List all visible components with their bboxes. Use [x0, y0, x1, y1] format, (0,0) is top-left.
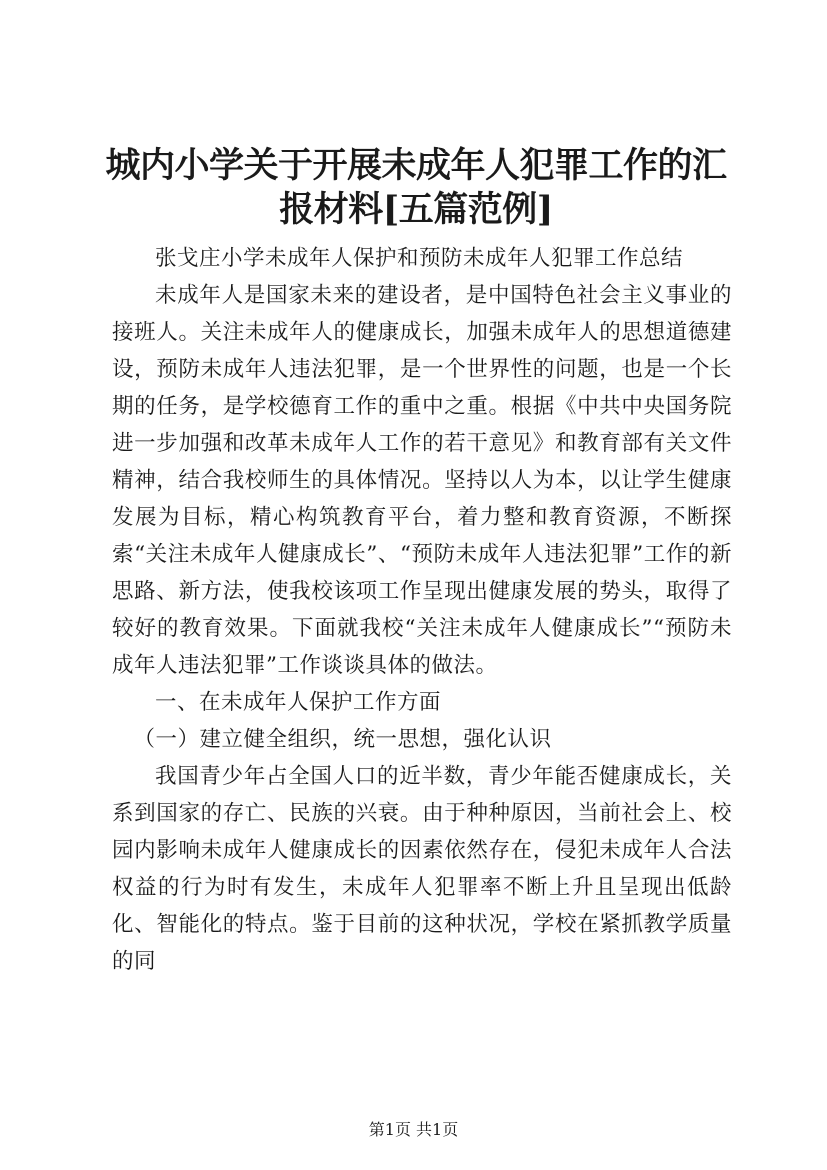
section-heading: 一、在未成年人保护工作方面: [155, 690, 442, 715]
page-footer: 第1页 共1页: [368, 1120, 459, 1139]
body-paragraph-intro: 未成年人是国家未来的建设者，是中国特色社会主义事业的接班人。关注未成年人的健康成长，加强未成年人的思想道德建设，预防未成年人违法犯罪，是一个世界性的问题，也是一个长期的任务，是学校德育工作的重中之重。根据《中共中央国务院进一步加强和改革未成年人工作的若干意见》和教育部有关文件精神，结合我校师生的具体情况。坚持以人为本，以让学生健康发展为目标，精心构筑教育平台，着力整和教育资源，不断探索“关注未成年人健康成长”、“预防未成年人违法犯罪”工作的新思路、新方法，使我校该项工作呈现出健康发展的势头，取得了较好的教育效果。下面就我校“关注未成年人健康成长”“预防未成年人违法犯罪”工作谈谈具体的做法。: [112, 283, 732, 678]
document-subtitle: 张戈庄小学未成年人保护和预防未成年人犯罪工作总结: [155, 246, 684, 271]
document-body: [112, 240, 732, 980]
subsection-heading: （一）建立健全组织，统一思想，强化认识: [133, 727, 552, 752]
body-paragraph: 我国青少年占全国人口的近半数，青少年能否健康成长，关系到国家的存亡、民族的兴衰。由于种种原因，当前社会上、校园内影响未成年人健康成长的因素依然存在，侵犯未成年人合法权益的行为时有发生，未成年人犯罪率不断上升且呈现出低龄化、智能化的特点。鉴于目前的这种状况，学校在紧抓教学质量的同: [112, 764, 732, 974]
document-title: 城内小学关于开展未成年人犯罪工作的汇报材料[五篇范例]: [105, 145, 727, 230]
